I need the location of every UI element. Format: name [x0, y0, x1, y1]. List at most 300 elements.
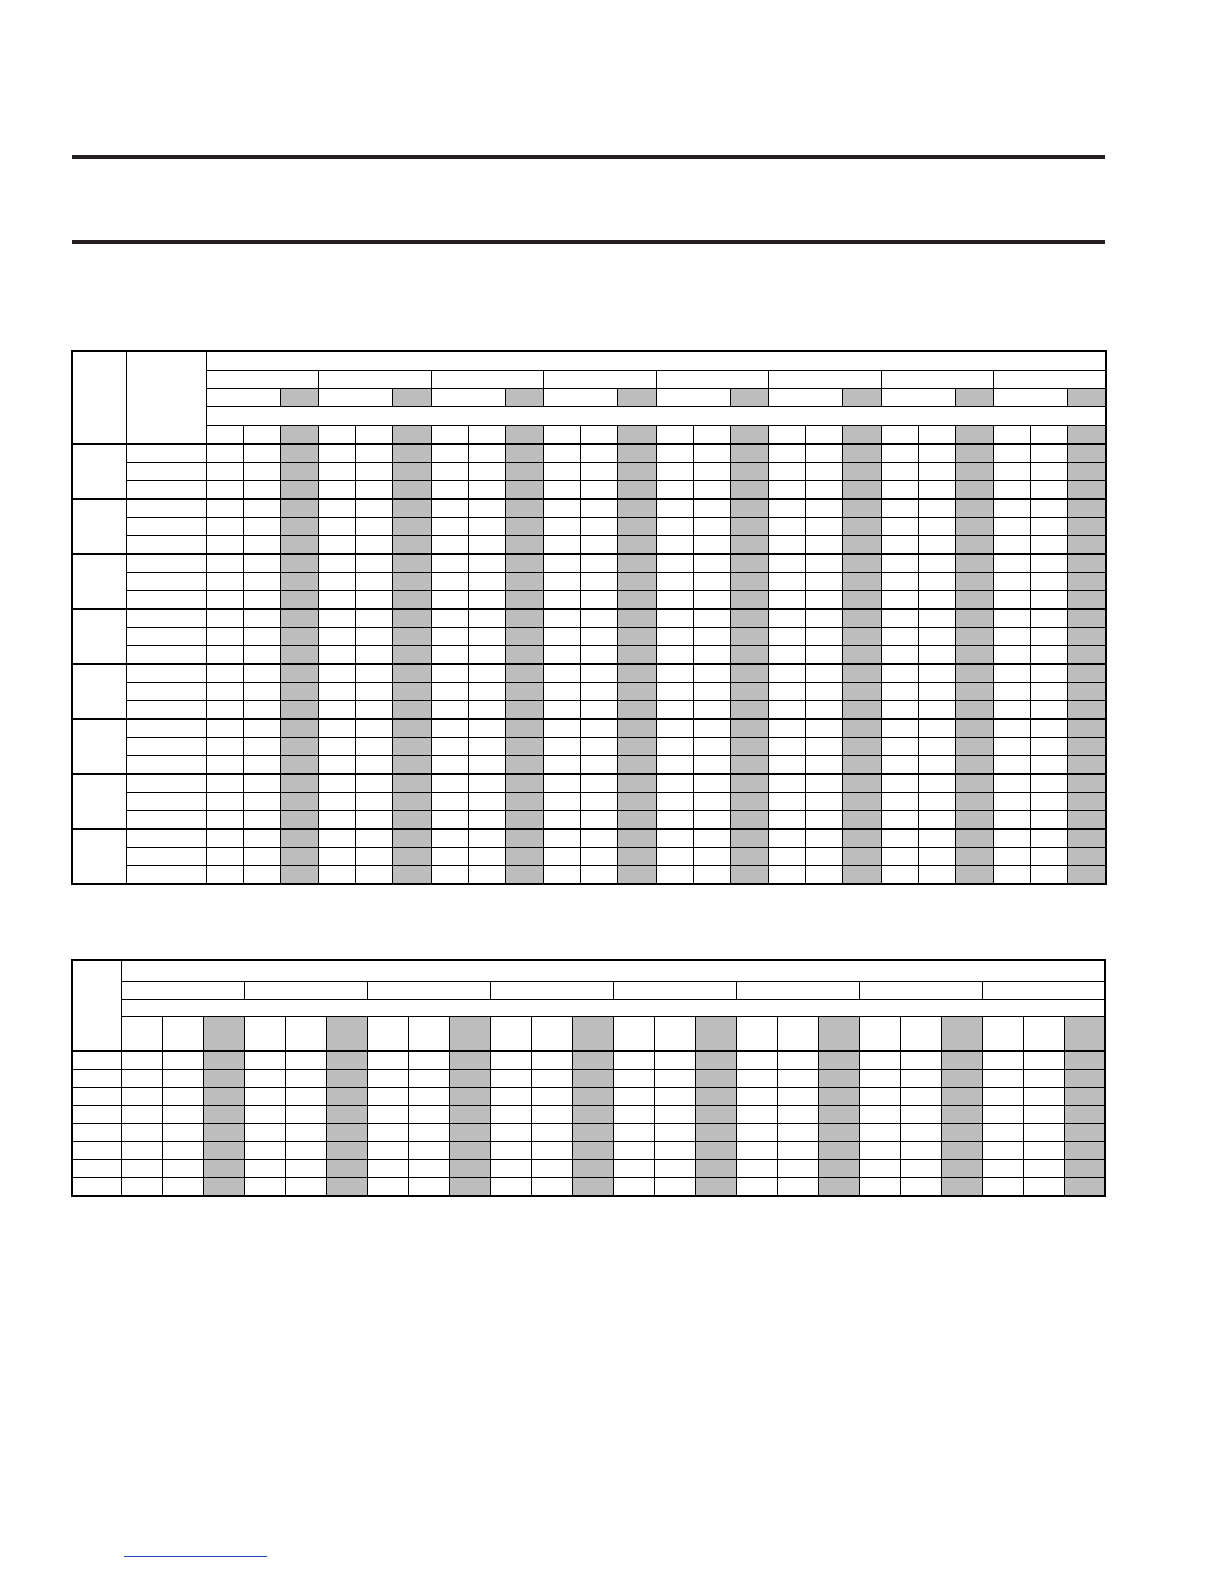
- data-cell: [1031, 756, 1068, 775]
- data-cell-shaded: [818, 1051, 859, 1070]
- column-header: [777, 1017, 818, 1052]
- subheader-shaded-cell: [1068, 389, 1107, 407]
- data-cell-shaded: [326, 1142, 367, 1160]
- data-cell: [206, 774, 243, 793]
- data-cell-shaded: [572, 1088, 613, 1106]
- data-cell: [994, 609, 1031, 628]
- data-cell: [806, 683, 843, 701]
- data-cell: [431, 591, 468, 610]
- data-cell: [356, 848, 393, 866]
- data-cell: [468, 811, 505, 830]
- data-cell: [693, 444, 730, 463]
- data-cell: [490, 1070, 531, 1088]
- data-cell: [206, 793, 243, 811]
- data-cell-shaded: [326, 1051, 367, 1070]
- data-cell-shaded: [955, 444, 994, 463]
- row-label: [126, 719, 206, 738]
- column-header-shaded: [695, 1017, 736, 1052]
- data-cell: [243, 683, 280, 701]
- data-cell: [994, 573, 1031, 591]
- data-cell: [468, 628, 505, 646]
- corner-cell: [126, 351, 206, 444]
- data-cell: [319, 774, 356, 793]
- data-cell: [693, 499, 730, 518]
- data-cell-shaded: [1068, 628, 1107, 646]
- data-cell-shaded: [1068, 444, 1107, 463]
- column-header-shaded: [1068, 426, 1107, 445]
- data-cell: [806, 499, 843, 518]
- data-cell-shaded: [280, 664, 319, 683]
- data-cell-shaded: [280, 646, 319, 665]
- data-cell: [468, 719, 505, 738]
- data-cell: [468, 609, 505, 628]
- data-cell: [162, 1070, 203, 1088]
- column-header-shaded: [941, 1017, 982, 1052]
- data-cell-shaded: [280, 719, 319, 738]
- data-cell: [769, 738, 806, 756]
- table-row: [72, 463, 1106, 481]
- header-row: [72, 426, 1106, 445]
- table-row: [72, 664, 1106, 683]
- data-cell: [994, 701, 1031, 720]
- data-cell-shaded: [505, 683, 544, 701]
- data-cell: [431, 628, 468, 646]
- data-cell-shaded: [618, 463, 657, 481]
- data-cell: [656, 499, 693, 518]
- data-cell-shaded: [280, 774, 319, 793]
- data-cell-shaded: [955, 518, 994, 536]
- data-cell: [769, 829, 806, 848]
- row-label: [72, 1160, 121, 1178]
- data-cell-shaded: [730, 481, 769, 500]
- data-cell-shaded: [326, 1124, 367, 1142]
- header-row: [72, 1000, 1105, 1017]
- data-cell: [531, 1051, 572, 1070]
- row-label: [126, 774, 206, 793]
- data-cell: [900, 1051, 941, 1070]
- data-cell: [581, 573, 618, 591]
- data-cell: [243, 463, 280, 481]
- data-cell: [918, 811, 955, 830]
- data-cell: [206, 444, 243, 463]
- data-cell: [881, 444, 918, 463]
- data-cell-shaded: [618, 444, 657, 463]
- data-cell: [243, 866, 280, 885]
- data-cell-shaded: [818, 1160, 859, 1178]
- data-cell: [468, 591, 505, 610]
- data-cell: [431, 811, 468, 830]
- data-cell: [468, 554, 505, 573]
- column-header: [859, 1017, 900, 1052]
- footer-link-underline[interactable]: [124, 1556, 267, 1557]
- data-cell: [656, 573, 693, 591]
- data-cell: [431, 499, 468, 518]
- data-cell-shaded: [280, 481, 319, 500]
- data-cell: [319, 444, 356, 463]
- column-header-shaded: [280, 426, 319, 445]
- table-row: [72, 554, 1106, 573]
- data-cell-shaded: [843, 554, 882, 573]
- data-cell-shaded: [326, 1106, 367, 1124]
- data-cell: [243, 756, 280, 775]
- row-label: [126, 444, 206, 463]
- data-cell: [162, 1160, 203, 1178]
- data-cell-shaded: [1068, 793, 1107, 811]
- data-cell-shaded: [449, 1070, 490, 1088]
- data-cell: [769, 609, 806, 628]
- data-cell: [769, 664, 806, 683]
- data-cell: [1031, 554, 1068, 573]
- data-cell: [736, 1178, 777, 1197]
- data-cell: [994, 664, 1031, 683]
- data-cell: [206, 811, 243, 830]
- data-cell: [982, 1051, 1023, 1070]
- column-header: [244, 1017, 285, 1052]
- data-cell: [613, 1178, 654, 1197]
- data-cell: [243, 518, 280, 536]
- data-cell-shaded: [818, 1178, 859, 1197]
- data-cell: [468, 444, 505, 463]
- data-cell: [1023, 1142, 1064, 1160]
- data-cell: [693, 719, 730, 738]
- data-cell: [736, 1088, 777, 1106]
- data-cell: [206, 536, 243, 555]
- data-cell: [490, 1124, 531, 1142]
- data-cell: [431, 518, 468, 536]
- data-cell: [994, 499, 1031, 518]
- group-header: [544, 371, 657, 389]
- data-cell: [656, 829, 693, 848]
- data-cell-shaded: [393, 609, 432, 628]
- data-cell: [468, 738, 505, 756]
- group-header: [121, 982, 244, 1000]
- data-cell: [881, 793, 918, 811]
- data-cell: [656, 554, 693, 573]
- table-row: [72, 866, 1106, 885]
- data-cell: [656, 848, 693, 866]
- data-cell: [490, 1088, 531, 1106]
- group-header: [319, 371, 432, 389]
- data-cell-shaded: [955, 646, 994, 665]
- data-cell: [431, 481, 468, 500]
- data-cell: [468, 664, 505, 683]
- data-cell-shaded: [955, 811, 994, 830]
- data-cell: [121, 1178, 162, 1197]
- data-cell: [431, 536, 468, 555]
- data-cell: [581, 811, 618, 830]
- data-cell: [806, 536, 843, 555]
- data-cell: [319, 811, 356, 830]
- data-cell: [431, 756, 468, 775]
- data-cell: [693, 793, 730, 811]
- data-cell-shaded: [505, 628, 544, 646]
- subheader-shaded-cell: [730, 389, 769, 407]
- data-cell: [769, 719, 806, 738]
- data-cell: [859, 1051, 900, 1070]
- data-cell: [859, 1070, 900, 1088]
- row-label: [72, 1070, 121, 1088]
- data-cell: [1023, 1051, 1064, 1070]
- data-cell: [613, 1124, 654, 1142]
- data-cell: [285, 1160, 326, 1178]
- data-cell-shaded: [1064, 1178, 1105, 1197]
- data-cell-shaded: [393, 463, 432, 481]
- data-cell: [900, 1124, 941, 1142]
- data-cell: [544, 518, 581, 536]
- subheader-cell: [319, 389, 393, 407]
- data-cell: [806, 719, 843, 738]
- data-cell-shaded: [1064, 1160, 1105, 1178]
- data-cell-shaded: [1068, 518, 1107, 536]
- table-row: [72, 1070, 1105, 1088]
- data-cell-shaded: [730, 756, 769, 775]
- data-cell: [544, 536, 581, 555]
- data-cell: [769, 554, 806, 573]
- data-cell-shaded: [955, 848, 994, 866]
- data-cell-shaded: [618, 591, 657, 610]
- data-cell-shaded: [955, 756, 994, 775]
- column-header: [806, 426, 843, 445]
- data-cell-shaded: [280, 518, 319, 536]
- data-cell: [1023, 1160, 1064, 1178]
- data-cell: [431, 774, 468, 793]
- group-header: [859, 982, 982, 1000]
- data-cell: [918, 463, 955, 481]
- data-cell-shaded: [393, 829, 432, 848]
- subheader-shaded-cell: [843, 389, 882, 407]
- row-label: [126, 646, 206, 665]
- table-row: [72, 1178, 1105, 1197]
- group-header: [244, 982, 367, 1000]
- data-cell-shaded: [572, 1106, 613, 1124]
- column-header: [900, 1017, 941, 1052]
- data-cell-shaded: [955, 609, 994, 628]
- column-header: [1023, 1017, 1064, 1052]
- data-cell: [881, 554, 918, 573]
- data-cell: [356, 756, 393, 775]
- data-cell: [319, 573, 356, 591]
- data-cell: [468, 793, 505, 811]
- data-cell-shaded: [618, 518, 657, 536]
- data-cell: [656, 628, 693, 646]
- data-cell-shaded: [843, 518, 882, 536]
- data-cell: [769, 444, 806, 463]
- data-cell: [859, 1124, 900, 1142]
- data-cell: [206, 701, 243, 720]
- data-cell: [206, 683, 243, 701]
- data-cell: [206, 628, 243, 646]
- data-cell: [356, 866, 393, 885]
- data-cell: [656, 664, 693, 683]
- table-row: [72, 444, 1106, 463]
- data-cell: [162, 1142, 203, 1160]
- data-cell-shaded: [843, 683, 882, 701]
- data-cell: [656, 646, 693, 665]
- data-cell: [243, 664, 280, 683]
- table-row: [72, 1106, 1105, 1124]
- row-label: [126, 609, 206, 628]
- table-caption: [206, 351, 1106, 371]
- table-row: [72, 1142, 1105, 1160]
- header-row: [72, 960, 1105, 982]
- data-cell: [693, 664, 730, 683]
- data-cell: [206, 866, 243, 885]
- data-cell: [900, 1178, 941, 1197]
- data-cell: [468, 499, 505, 518]
- data-cell: [693, 481, 730, 500]
- data-cell-shaded: [955, 463, 994, 481]
- data-cell-shaded: [393, 536, 432, 555]
- row-label: [126, 866, 206, 885]
- data-cell: [777, 1070, 818, 1088]
- data-cell: [736, 1124, 777, 1142]
- data-cell: [994, 683, 1031, 701]
- data-cell: [736, 1160, 777, 1178]
- data-cell: [206, 591, 243, 610]
- column-header: [656, 426, 693, 445]
- subheader-cell: [206, 389, 280, 407]
- data-cell: [243, 738, 280, 756]
- data-cell: [544, 554, 581, 573]
- data-cell: [918, 829, 955, 848]
- data-cell: [431, 554, 468, 573]
- data-cell-shaded: [955, 554, 994, 573]
- data-cell-shaded: [280, 444, 319, 463]
- table-row: [72, 591, 1106, 610]
- data-cell: [244, 1106, 285, 1124]
- row-group-label: [72, 499, 126, 554]
- data-cell-shaded: [618, 646, 657, 665]
- data-cell-shaded: [505, 444, 544, 463]
- table-row: [72, 609, 1106, 628]
- data-cell: [982, 1106, 1023, 1124]
- data-cell: [769, 774, 806, 793]
- data-cell: [806, 701, 843, 720]
- row-label: [126, 463, 206, 481]
- table-row: [72, 1124, 1105, 1142]
- data-cell: [243, 719, 280, 738]
- data-cell-shaded: [818, 1106, 859, 1124]
- data-cell: [881, 573, 918, 591]
- data-cell: [581, 609, 618, 628]
- data-cell-shaded: [280, 499, 319, 518]
- data-cell: [777, 1142, 818, 1160]
- data-cell: [918, 554, 955, 573]
- data-cell: [693, 683, 730, 701]
- data-cell-shaded: [393, 719, 432, 738]
- data-cell: [1031, 499, 1068, 518]
- data-cell: [544, 756, 581, 775]
- data-cell-shaded: [843, 573, 882, 591]
- data-cell: [544, 444, 581, 463]
- data-cell-shaded: [1068, 701, 1107, 720]
- data-cell: [654, 1051, 695, 1070]
- table-row: [72, 536, 1106, 555]
- group-header: [982, 982, 1105, 1000]
- data-cell-shaded: [326, 1088, 367, 1106]
- column-header: [468, 426, 505, 445]
- data-cell-shaded: [730, 664, 769, 683]
- data-cell: [408, 1106, 449, 1124]
- data-cell: [468, 829, 505, 848]
- row-group-label: [72, 444, 126, 499]
- data-cell-shaded: [843, 481, 882, 500]
- data-cell: [693, 518, 730, 536]
- data-cell-shaded: [730, 554, 769, 573]
- data-cell: [656, 793, 693, 811]
- data-cell-shaded: [730, 774, 769, 793]
- data-cell: [918, 793, 955, 811]
- data-cell: [994, 793, 1031, 811]
- data-cell: [544, 793, 581, 811]
- column-header: [581, 426, 618, 445]
- data-cell: [806, 481, 843, 500]
- data-cell: [356, 463, 393, 481]
- data-cell: [881, 811, 918, 830]
- data-cell: [656, 774, 693, 793]
- data-cell: [319, 646, 356, 665]
- group-header: [613, 982, 736, 1000]
- data-cell: [1023, 1070, 1064, 1088]
- data-cell: [431, 646, 468, 665]
- column-header: [490, 1017, 531, 1052]
- subheader-shaded-cell: [955, 389, 994, 407]
- row-label: [126, 573, 206, 591]
- data-cell: [356, 499, 393, 518]
- data-cell: [769, 793, 806, 811]
- data-cell-shaded: [1068, 683, 1107, 701]
- data-cell-shaded: [618, 811, 657, 830]
- row-label: [126, 811, 206, 830]
- data-cell: [806, 774, 843, 793]
- data-cell-shaded: [203, 1088, 244, 1106]
- data-cell: [244, 1070, 285, 1088]
- data-cell: [1031, 536, 1068, 555]
- column-header: [243, 426, 280, 445]
- data-cell: [490, 1106, 531, 1124]
- data-cell: [206, 463, 243, 481]
- units-row: [121, 1000, 1105, 1017]
- data-cell-shaded: [730, 701, 769, 720]
- data-cell-shaded: [955, 701, 994, 720]
- data-cell-shaded: [280, 591, 319, 610]
- subheader-cell: [431, 389, 505, 407]
- data-cell: [544, 866, 581, 885]
- data-cell: [319, 591, 356, 610]
- data-cell: [918, 738, 955, 756]
- data-cell-shaded: [955, 829, 994, 848]
- data-cell: [531, 1178, 572, 1197]
- row-group-label: [72, 829, 126, 884]
- data-cell-shaded: [730, 499, 769, 518]
- data-cell: [918, 756, 955, 775]
- data-cell-shaded: [203, 1051, 244, 1070]
- data-cell: [356, 829, 393, 848]
- table-row: [72, 829, 1106, 848]
- data-cell: [581, 463, 618, 481]
- header-row: [72, 389, 1106, 407]
- group-header: [367, 982, 490, 1000]
- data-cell: [581, 774, 618, 793]
- data-cell: [544, 499, 581, 518]
- data-cell: [319, 719, 356, 738]
- data-cell: [693, 573, 730, 591]
- data-cell: [490, 1178, 531, 1197]
- data-cell: [918, 591, 955, 610]
- column-header-shaded: [203, 1017, 244, 1052]
- data-cell: [243, 481, 280, 500]
- data-cell-shaded: [203, 1070, 244, 1088]
